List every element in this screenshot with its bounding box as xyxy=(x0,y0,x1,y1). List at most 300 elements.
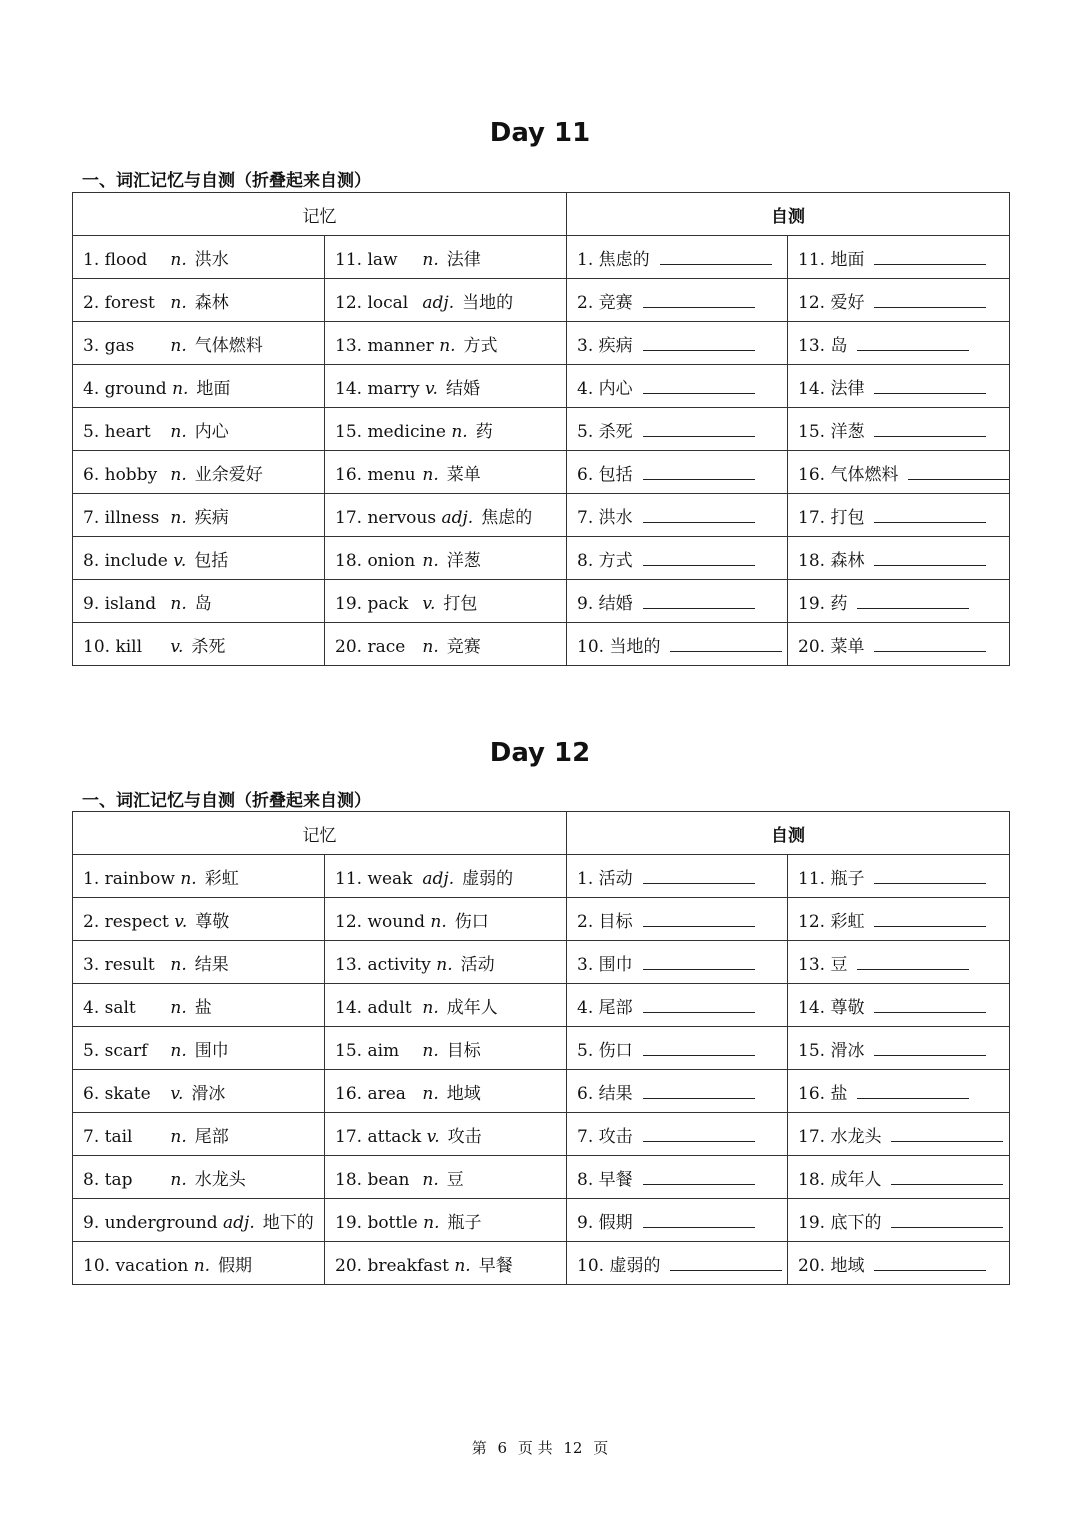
memory-cell xyxy=(325,365,567,408)
memory-cell xyxy=(73,941,325,984)
chinese-meaning: 业余爱好 xyxy=(194,464,263,485)
self-test-cell xyxy=(788,941,1010,984)
self-test-cell xyxy=(567,855,788,898)
self-test-cell xyxy=(788,322,1010,365)
english-word: 1. rainbow xyxy=(83,868,175,889)
part-of-speech: n. xyxy=(170,997,187,1018)
answer-blank[interactable] xyxy=(874,250,986,265)
english-word: 12. wound xyxy=(335,911,426,932)
english-word: 2. forest xyxy=(83,292,155,313)
chinese-meaning: 地域 xyxy=(446,1083,481,1104)
memory-cell xyxy=(325,451,567,494)
answer-blank[interactable] xyxy=(874,293,986,308)
english-word: 13. activity xyxy=(335,954,431,975)
answer-blank[interactable] xyxy=(891,1127,1003,1142)
chinese-meaning: 地下的 xyxy=(262,1212,314,1233)
footer-prefix: 第 xyxy=(471,1439,487,1457)
memory-cell xyxy=(325,494,567,537)
answer-blank[interactable] xyxy=(874,551,986,566)
chinese-meaning: 疾病 xyxy=(194,507,229,528)
answer-blank[interactable] xyxy=(874,508,986,523)
memory-cell xyxy=(325,623,567,666)
answer-blank[interactable] xyxy=(643,869,755,884)
table-row xyxy=(73,1199,1010,1242)
table-row xyxy=(73,1070,1010,1113)
english-word: 5. heart xyxy=(83,421,151,442)
table-row xyxy=(73,408,1010,451)
part-of-speech: v. xyxy=(170,636,184,657)
self-test-prompt: 17. 打包 xyxy=(798,507,865,528)
self-test-prompt: 14. 法律 xyxy=(798,378,865,399)
chinese-meaning: 彩虹 xyxy=(204,868,239,889)
memory-header: 记忆 xyxy=(73,812,567,855)
self-test-prompt: 1. 焦虑的 xyxy=(577,249,650,270)
self-test-cell xyxy=(567,236,788,279)
part-of-speech: v. xyxy=(422,593,436,614)
part-of-speech: v. xyxy=(424,378,438,399)
part-of-speech: n. xyxy=(422,464,439,485)
chinese-meaning: 内心 xyxy=(194,421,229,442)
table-row xyxy=(73,1113,1010,1156)
chinese-meaning: 水龙头 xyxy=(194,1169,246,1190)
self-test-cell xyxy=(788,1113,1010,1156)
english-word: 17. attack xyxy=(335,1126,422,1147)
self-test-cell xyxy=(567,1156,788,1199)
answer-blank[interactable] xyxy=(643,336,755,351)
chinese-meaning: 包括 xyxy=(194,550,229,571)
self-test-cell xyxy=(788,1199,1010,1242)
table-row xyxy=(73,623,1010,666)
section-heading: 一、词汇记忆与自测（折叠起来自测） xyxy=(82,791,371,811)
self-test-prompt: 18. 森林 xyxy=(798,550,865,571)
vocab-table-day12 xyxy=(72,811,1010,1285)
chinese-meaning: 瓶子 xyxy=(447,1212,482,1233)
table-row xyxy=(73,494,1010,537)
memory-cell xyxy=(73,236,325,279)
answer-blank[interactable] xyxy=(670,637,782,652)
memory-cell xyxy=(73,855,325,898)
english-word: 18. onion xyxy=(335,550,416,571)
english-word: 20. race xyxy=(335,636,406,657)
answer-blank[interactable] xyxy=(643,465,755,480)
part-of-speech: n. xyxy=(170,249,187,270)
answer-blank[interactable] xyxy=(874,1256,986,1271)
chinese-meaning: 成年人 xyxy=(446,997,498,1018)
memory-cell xyxy=(73,1070,325,1113)
chinese-meaning: 森林 xyxy=(194,292,229,313)
memory-cell xyxy=(73,898,325,941)
memory-cell xyxy=(73,1199,325,1242)
answer-blank[interactable] xyxy=(874,422,986,437)
part-of-speech: v. xyxy=(174,911,188,932)
memory-cell xyxy=(73,365,325,408)
memory-cell xyxy=(73,1027,325,1070)
memory-cell xyxy=(325,941,567,984)
memory-cell xyxy=(73,494,325,537)
self-test-cell xyxy=(788,408,1010,451)
table-row xyxy=(73,236,1010,279)
answer-blank[interactable] xyxy=(643,508,755,523)
self-test-cell xyxy=(567,279,788,322)
table-row xyxy=(73,855,1010,898)
table-row xyxy=(73,580,1010,623)
self-test-cell xyxy=(788,537,1010,580)
part-of-speech: n. xyxy=(430,911,447,932)
memory-cell xyxy=(325,1199,567,1242)
english-word: 3. gas xyxy=(83,335,135,356)
self-test-cell xyxy=(788,1242,1010,1285)
memory-cell xyxy=(325,1242,567,1285)
part-of-speech: n. xyxy=(423,1212,440,1233)
day-title: Day 11 xyxy=(489,118,591,148)
answer-blank[interactable] xyxy=(874,912,986,927)
english-word: 18. bean xyxy=(335,1169,410,1190)
chinese-meaning: 早餐 xyxy=(478,1255,513,1276)
part-of-speech: n. xyxy=(422,636,439,657)
self-test-prompt: 10. 虚弱的 xyxy=(577,1255,661,1276)
answer-blank[interactable] xyxy=(891,1170,1003,1185)
english-word: 4. ground xyxy=(83,378,167,399)
answer-blank[interactable] xyxy=(643,1170,755,1185)
answer-blank[interactable] xyxy=(643,293,755,308)
self-test-prompt: 10. 当地的 xyxy=(577,636,661,657)
answer-blank[interactable] xyxy=(857,594,969,609)
table-row xyxy=(73,1156,1010,1199)
english-word: 11. law xyxy=(335,249,398,270)
self-test-cell xyxy=(567,494,788,537)
self-test-prompt: 19. 底下的 xyxy=(798,1212,882,1233)
part-of-speech: adj. xyxy=(422,868,455,889)
part-of-speech: n. xyxy=(170,421,187,442)
self-test-cell xyxy=(788,451,1010,494)
table-row xyxy=(73,941,1010,984)
chinese-meaning: 攻击 xyxy=(447,1126,482,1147)
memory-cell xyxy=(325,537,567,580)
self-test-prompt: 4. 内心 xyxy=(577,378,633,399)
self-test-cell xyxy=(788,898,1010,941)
answer-blank[interactable] xyxy=(908,465,1009,480)
self-test-cell xyxy=(567,408,788,451)
part-of-speech: n. xyxy=(180,868,197,889)
chinese-meaning: 尾部 xyxy=(194,1126,229,1147)
chinese-meaning: 洪水 xyxy=(194,249,229,270)
self-test-prompt: 18. 成年人 xyxy=(798,1169,882,1190)
memory-cell xyxy=(73,984,325,1027)
memory-cell xyxy=(73,1156,325,1199)
self-test-cell xyxy=(567,1027,788,1070)
part-of-speech: n. xyxy=(170,1040,187,1061)
answer-blank[interactable] xyxy=(643,1213,755,1228)
english-word: 1. flood xyxy=(83,249,148,270)
self-test-header: 自测 xyxy=(567,193,1010,236)
memory-cell xyxy=(73,623,325,666)
answer-blank[interactable] xyxy=(643,955,755,970)
part-of-speech: n. xyxy=(170,335,187,356)
self-test-prompt: 8. 方式 xyxy=(577,550,633,571)
english-word: 14. adult xyxy=(335,997,412,1018)
self-test-cell xyxy=(788,279,1010,322)
self-test-prompt: 12. 爱好 xyxy=(798,292,865,313)
part-of-speech: n. xyxy=(170,292,187,313)
table-row xyxy=(73,1027,1010,1070)
english-word: 15. medicine xyxy=(335,421,446,442)
self-test-cell xyxy=(567,1070,788,1113)
day-title: Day 12 xyxy=(489,738,591,768)
self-test-prompt: 11. 瓶子 xyxy=(798,868,865,889)
part-of-speech: n. xyxy=(193,1255,211,1276)
self-test-prompt: 15. 滑冰 xyxy=(798,1040,865,1061)
chinese-meaning: 结果 xyxy=(194,954,229,975)
english-word: 8. include xyxy=(83,550,168,571)
table-row xyxy=(73,984,1010,1027)
chinese-meaning: 假期 xyxy=(218,1255,253,1276)
answer-blank[interactable] xyxy=(874,379,986,394)
chinese-meaning: 法律 xyxy=(446,249,481,270)
english-word: 8. tap xyxy=(83,1169,133,1190)
self-test-cell xyxy=(567,623,788,666)
memory-cell xyxy=(325,236,567,279)
self-test-prompt: 16. 气体燃料 xyxy=(798,464,899,485)
answer-blank[interactable] xyxy=(643,1041,755,1056)
chinese-meaning: 岛 xyxy=(194,593,212,614)
self-test-prompt: 14. 尊敬 xyxy=(798,997,865,1018)
self-test-cell xyxy=(788,580,1010,623)
part-of-speech: v. xyxy=(170,1083,184,1104)
self-test-prompt: 7. 攻击 xyxy=(577,1126,633,1147)
english-word: 10. kill xyxy=(83,636,143,657)
chinese-meaning: 菜单 xyxy=(446,464,481,485)
self-test-cell xyxy=(788,1027,1010,1070)
self-test-prompt: 15. 洋葱 xyxy=(798,421,865,442)
answer-blank[interactable] xyxy=(874,998,986,1013)
self-test-cell xyxy=(788,1070,1010,1113)
self-test-cell xyxy=(788,236,1010,279)
english-word: 7. tail xyxy=(83,1126,133,1147)
chinese-meaning: 方式 xyxy=(463,335,498,356)
footer-suffix: 页 xyxy=(593,1439,609,1457)
memory-cell xyxy=(325,898,567,941)
part-of-speech: n. xyxy=(170,507,187,528)
self-test-prompt: 1. 活动 xyxy=(577,868,633,889)
answer-blank[interactable] xyxy=(857,955,969,970)
chinese-meaning: 伤口 xyxy=(454,911,489,932)
self-test-prompt: 5. 伤口 xyxy=(577,1040,633,1061)
self-test-cell xyxy=(788,1156,1010,1199)
answer-blank[interactable] xyxy=(643,1127,755,1142)
part-of-speech: v. xyxy=(173,550,187,571)
english-word: 9. island xyxy=(83,593,157,614)
english-word: 10. vacation xyxy=(83,1255,189,1276)
chinese-meaning: 打包 xyxy=(443,593,478,614)
part-of-speech: n. xyxy=(436,954,453,975)
answer-blank[interactable] xyxy=(891,1213,1003,1228)
chinese-meaning: 豆 xyxy=(446,1169,464,1190)
chinese-meaning: 滑冰 xyxy=(191,1083,226,1104)
chinese-meaning: 洋葱 xyxy=(446,550,481,571)
self-test-prompt: 5. 杀死 xyxy=(577,421,633,442)
chinese-meaning: 目标 xyxy=(446,1040,481,1061)
english-word: 2. respect xyxy=(83,911,169,932)
chinese-meaning: 当地的 xyxy=(462,292,514,313)
part-of-speech: n. xyxy=(170,464,187,485)
part-of-speech: n. xyxy=(422,1169,439,1190)
self-test-prompt: 6. 结果 xyxy=(577,1083,633,1104)
self-test-prompt: 2. 目标 xyxy=(577,911,633,932)
memory-cell xyxy=(73,580,325,623)
answer-blank[interactable] xyxy=(643,998,755,1013)
self-test-prompt: 16. 盐 xyxy=(798,1083,848,1104)
memory-cell xyxy=(73,408,325,451)
self-test-cell xyxy=(567,365,788,408)
part-of-speech: n. xyxy=(170,593,187,614)
table-row xyxy=(73,279,1010,322)
part-of-speech: n. xyxy=(172,378,189,399)
chinese-meaning: 杀死 xyxy=(191,636,226,657)
english-word: 13. manner xyxy=(335,335,434,356)
chinese-meaning: 结婚 xyxy=(445,378,480,399)
memory-cell xyxy=(325,408,567,451)
english-word: 4. salt xyxy=(83,997,136,1018)
part-of-speech: n. xyxy=(170,954,187,975)
chinese-meaning: 竞赛 xyxy=(446,636,481,657)
memory-cell xyxy=(325,855,567,898)
answer-blank[interactable] xyxy=(874,1041,986,1056)
answer-blank[interactable] xyxy=(643,594,755,609)
self-test-cell xyxy=(788,855,1010,898)
self-test-prompt: 17. 水龙头 xyxy=(798,1126,882,1147)
memory-cell xyxy=(325,1156,567,1199)
english-word: 12. local xyxy=(335,292,409,313)
self-test-prompt: 13. 岛 xyxy=(798,335,848,356)
self-test-cell xyxy=(567,451,788,494)
self-test-prompt: 9. 假期 xyxy=(577,1212,633,1233)
part-of-speech: n. xyxy=(422,1083,439,1104)
footer-page-number: 6 xyxy=(497,1439,508,1457)
self-test-prompt: 7. 洪水 xyxy=(577,507,633,528)
self-test-prompt: 4. 尾部 xyxy=(577,997,633,1018)
self-test-cell xyxy=(788,623,1010,666)
self-test-cell xyxy=(788,365,1010,408)
memory-header: 记忆 xyxy=(73,193,567,236)
answer-blank[interactable] xyxy=(660,250,772,265)
self-test-cell xyxy=(567,898,788,941)
self-test-prompt: 3. 疾病 xyxy=(577,335,633,356)
chinese-meaning: 地面 xyxy=(196,378,231,399)
answer-blank[interactable] xyxy=(643,912,755,927)
table-row xyxy=(73,537,1010,580)
english-word: 19. pack xyxy=(335,593,409,614)
memory-cell xyxy=(73,279,325,322)
english-word: 5. scarf xyxy=(83,1040,148,1061)
self-test-prompt: 11. 地面 xyxy=(798,249,865,270)
answer-blank[interactable] xyxy=(874,869,986,884)
memory-cell xyxy=(325,1070,567,1113)
answer-blank[interactable] xyxy=(857,1084,969,1099)
self-test-prompt: 13. 豆 xyxy=(798,954,848,975)
self-test-cell xyxy=(567,984,788,1027)
self-test-prompt: 12. 彩虹 xyxy=(798,911,865,932)
self-test-cell xyxy=(567,580,788,623)
self-test-prompt: 20. 地域 xyxy=(798,1255,865,1276)
memory-cell xyxy=(325,984,567,1027)
english-word: 11. weak xyxy=(335,868,413,889)
self-test-cell xyxy=(567,941,788,984)
english-word: 16. menu xyxy=(335,464,416,485)
chinese-meaning: 焦虑的 xyxy=(481,507,533,528)
part-of-speech: n. xyxy=(451,421,468,442)
english-word: 14. marry xyxy=(335,378,420,399)
self-test-prompt: 20. 菜单 xyxy=(798,636,865,657)
answer-blank[interactable] xyxy=(874,637,986,652)
part-of-speech: adj. xyxy=(422,292,455,313)
part-of-speech: n. xyxy=(422,249,439,270)
memory-cell xyxy=(73,537,325,580)
english-word: 6. hobby xyxy=(83,464,158,485)
self-test-prompt: 6. 包括 xyxy=(577,464,633,485)
english-word: 16. area xyxy=(335,1083,406,1104)
memory-cell xyxy=(325,322,567,365)
self-test-cell xyxy=(567,1199,788,1242)
part-of-speech: n. xyxy=(170,1126,187,1147)
footer-total-pages: 12 xyxy=(563,1439,583,1457)
table-row xyxy=(73,898,1010,941)
self-test-cell xyxy=(788,494,1010,537)
memory-cell xyxy=(325,580,567,623)
part-of-speech: n. xyxy=(170,1169,187,1190)
english-word: 6. skate xyxy=(83,1083,151,1104)
self-test-prompt: 2. 竞赛 xyxy=(577,292,633,313)
self-test-prompt: 9. 结婚 xyxy=(577,593,633,614)
answer-blank[interactable] xyxy=(643,551,755,566)
section-heading: 一、词汇记忆与自测（折叠起来自测） xyxy=(82,171,371,191)
english-word: 3. result xyxy=(83,954,155,975)
self-test-cell xyxy=(788,984,1010,1027)
self-test-prompt: 19. 药 xyxy=(798,593,848,614)
memory-cell xyxy=(73,322,325,365)
table-row xyxy=(73,451,1010,494)
memory-cell xyxy=(73,1242,325,1285)
english-word: 7. illness xyxy=(83,507,160,528)
part-of-speech: n. xyxy=(422,550,439,571)
answer-blank[interactable] xyxy=(670,1256,782,1271)
part-of-speech: n. xyxy=(454,1255,471,1276)
part-of-speech: n. xyxy=(422,1040,439,1061)
page-footer xyxy=(0,1437,1080,1458)
english-word: 20. breakfast xyxy=(335,1255,449,1276)
footer-middle: 页 共 xyxy=(517,1439,553,1457)
table-row xyxy=(73,1242,1010,1285)
self-test-cell xyxy=(567,537,788,580)
part-of-speech: n. xyxy=(422,997,439,1018)
memory-cell xyxy=(325,279,567,322)
answer-blank[interactable] xyxy=(643,379,755,394)
part-of-speech: adj. xyxy=(223,1212,255,1233)
memory-cell xyxy=(73,451,325,494)
part-of-speech: v. xyxy=(426,1126,440,1147)
self-test-header: 自测 xyxy=(567,812,1010,855)
chinese-meaning: 虚弱的 xyxy=(462,868,514,889)
chinese-meaning: 药 xyxy=(475,421,493,442)
part-of-speech: n. xyxy=(439,335,456,356)
answer-blank[interactable] xyxy=(857,336,969,351)
answer-blank[interactable] xyxy=(643,1084,755,1099)
self-test-prompt: 3. 围巾 xyxy=(577,954,633,975)
english-word: 15. aim xyxy=(335,1040,400,1061)
memory-cell xyxy=(73,1113,325,1156)
table-row xyxy=(73,322,1010,365)
answer-blank[interactable] xyxy=(643,422,755,437)
chinese-meaning: 尊敬 xyxy=(195,911,230,932)
